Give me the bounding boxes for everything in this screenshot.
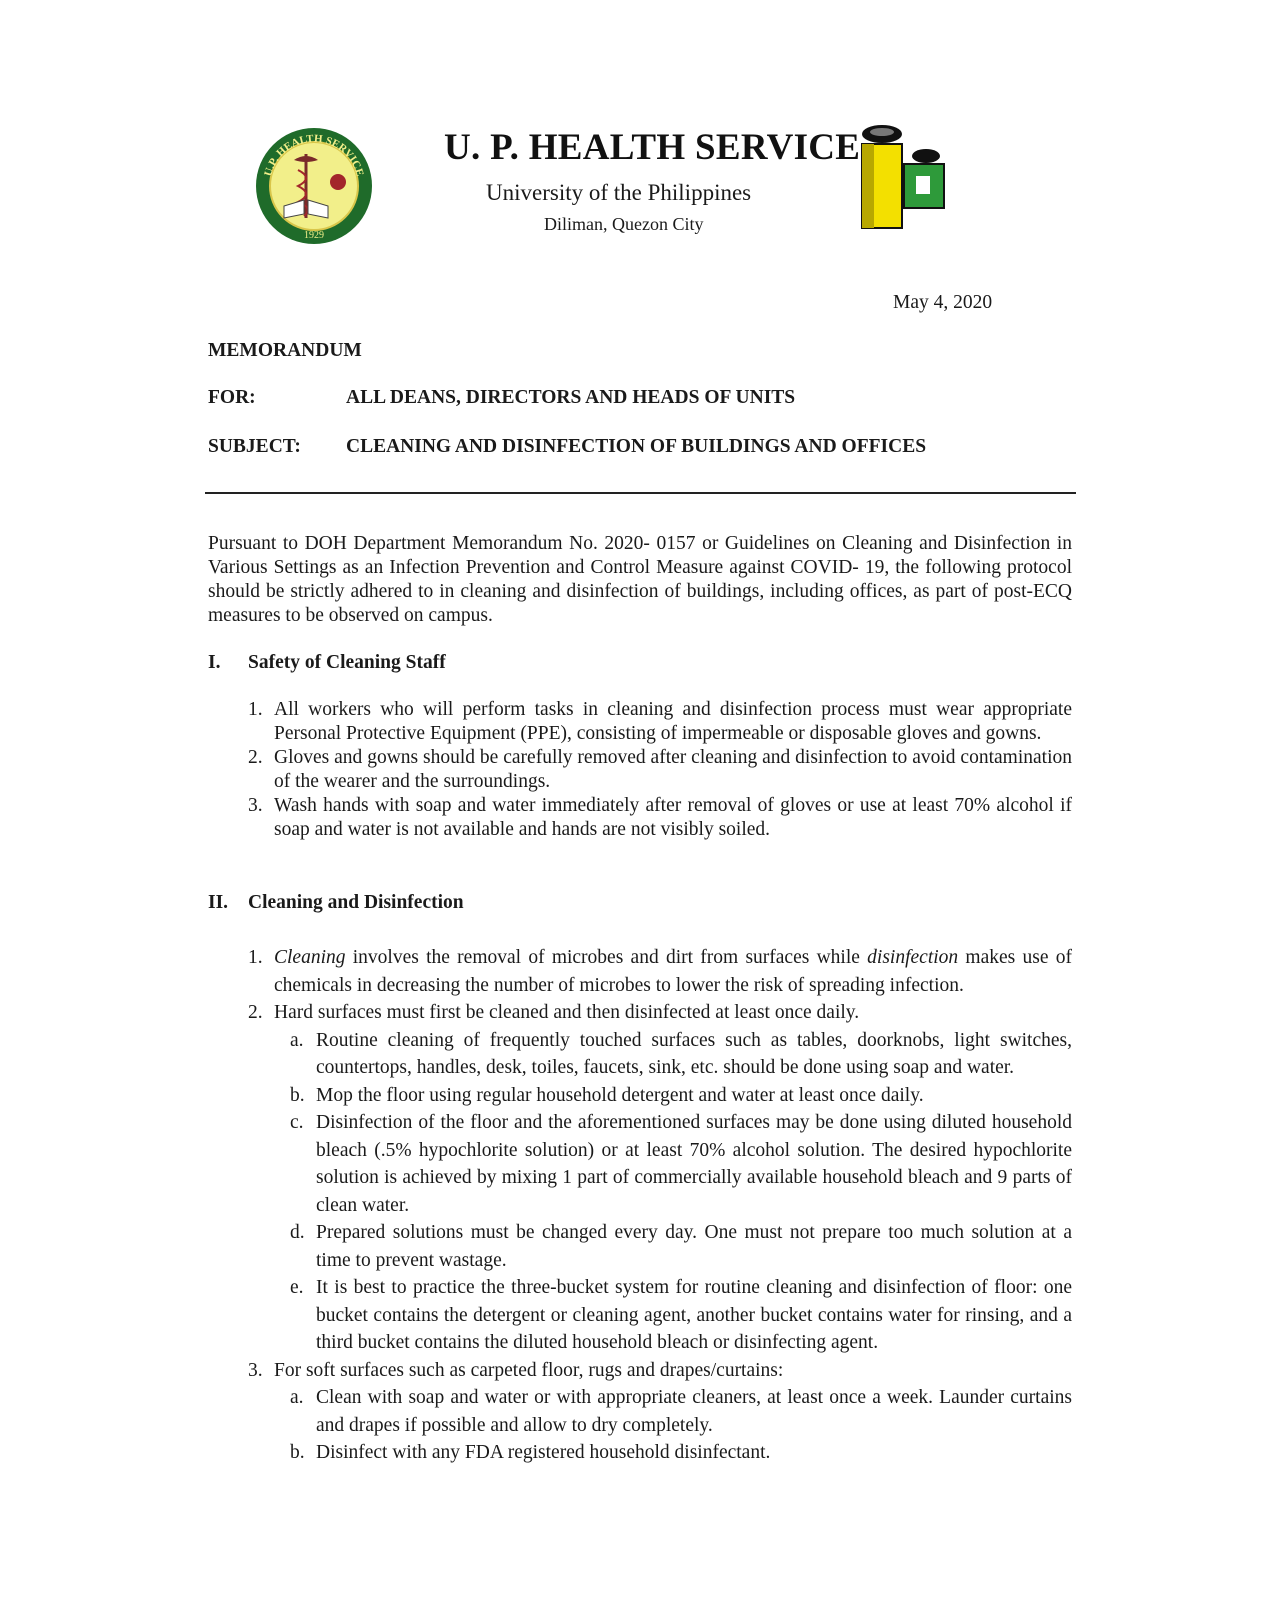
header-divider	[205, 492, 1076, 494]
section-2-list	[248, 944, 1072, 1467]
section-1-list	[248, 698, 1072, 842]
sub-item	[290, 1384, 1072, 1439]
term-disinfection: disinfection	[867, 947, 959, 968]
sub-text: It is best to practice the three-bucket system for routine cleaning and disinfection of floor: one bucket contains the detergent or cleaning agent, another bucket contains water for rinsing, and a third bucket contains the diluted household bleach or disinfecting agent.	[316, 1277, 1072, 1353]
sub-letter: a.	[290, 1029, 304, 1051]
list-item	[248, 746, 1072, 794]
sub-list	[290, 1384, 1072, 1467]
item-number: 2.	[248, 1002, 263, 1023]
memo-date: May 4, 2020	[893, 292, 993, 313]
intro-paragraph: Pursuant to DOH Department Memorandum No. 2020- 0157 or Guidelines on Cleaning and Disinfection in Various Settings as an Infection Prevention and Control Measure against COVID- 19, the following protocol should be strictly adhered to in cleaning and disinfection of buildings, including offices, as part of post-ECQ measures to be observed on campus.	[208, 533, 1072, 626]
svg-text:1929: 1929	[304, 230, 324, 241]
section-1-heading	[208, 652, 446, 674]
item-number: 1.	[248, 699, 263, 720]
sub-list	[290, 1027, 1072, 1357]
sub-text: Disinfect with any FDA registered household disinfectant.	[316, 1442, 771, 1463]
sub-letter: d.	[290, 1222, 305, 1243]
sub-item	[290, 1439, 1072, 1467]
sub-letter: a.	[290, 1387, 304, 1408]
item-text: Wash hands with soap and water immediately after removal of gloves or use at least 70% alcohol if soap and water is not available and hands are not visibly soiled.	[274, 795, 1072, 840]
item-number: 3.	[248, 795, 263, 816]
item-text: makes use of chemicals in decreasing the number of microbes to lower the risk of spreading infection.	[274, 947, 1072, 996]
section-2-title: Cleaning and Disinfection	[248, 892, 464, 913]
sub-letter: e.	[290, 1277, 304, 1298]
section-1-title: Safety of Cleaning Staff	[248, 652, 446, 673]
memo-for-line	[208, 387, 795, 409]
sub-item	[290, 1027, 1072, 1082]
sub-text: Mop the floor using regular household detergent and water at least once daily.	[316, 1084, 924, 1106]
list-item	[248, 999, 1072, 1357]
item-text: Gloves and gowns should be carefully removed after cleaning and disinfection to avoid contamination of the wearer and the surroundings.	[274, 747, 1072, 792]
section-2-number: II.	[208, 892, 229, 913]
svg-text:U.P. HEALTH SERVICE: U.P. HEALTH SERVICE	[262, 132, 366, 178]
university-name: University of the Philippines	[486, 180, 752, 205]
sub-text: Routine cleaning of frequently touched surfaces such as tables, doorknobs, light switches, countertops, handles, desk, toiles, faucets, sink, etc. should be done using soap and water.	[316, 1029, 1072, 1078]
subject-value: CLEANING AND DISINFECTION OF BUILDINGS AND OFFICES	[346, 436, 927, 457]
sub-text: Clean with soap and water or with appropriate cleaners, at least once a week. Launder curtains and drapes if possible and allow to dry completely.	[316, 1387, 1072, 1436]
item-text: For soft surfaces such as carpeted floor, rugs and drapes/curtains:	[274, 1359, 784, 1381]
campus-location: Diliman, Quezon City	[544, 214, 704, 234]
sub-item	[290, 1274, 1072, 1357]
term-cleaning: Cleaning	[274, 947, 346, 968]
partner-logo	[856, 124, 952, 236]
sub-item	[290, 1219, 1072, 1274]
section-1-number: I.	[208, 652, 221, 673]
sub-letter: b.	[290, 1084, 305, 1106]
memo-type: MEMORANDUM	[208, 340, 362, 361]
item-number: 2.	[248, 747, 263, 768]
list-item	[248, 794, 1072, 842]
memo-subject-line	[208, 436, 926, 458]
sub-letter: c.	[290, 1112, 304, 1133]
list-item	[248, 1357, 1072, 1467]
item-number: 1.	[248, 947, 263, 968]
sub-text: Disinfection of the floor and the aforementioned surfaces may be done using diluted household bleach (.5% hypochlorite solution) or at least 70% alcohol solution. The desired hypochlorite solution is achieved by mixing 1 part of commercially available household bleach and 9 parts of clean water.	[316, 1112, 1072, 1216]
list-item	[248, 944, 1072, 999]
sub-item	[290, 1109, 1072, 1219]
for-value: ALL DEANS, DIRECTORS AND HEADS OF UNITS	[346, 387, 796, 408]
up-health-service-seal	[254, 126, 374, 246]
sub-item	[290, 1082, 1072, 1110]
item-text: All workers who will perform tasks in cleaning and disinfection process must wear appropriate Personal Protective Equipment (PPE), consisting of impermeable or disposable gloves and gowns.	[274, 699, 1072, 744]
subject-label: SUBJECT:	[208, 436, 301, 457]
item-text: Hard surfaces must first be cleaned and then disinfected at least once daily.	[274, 1002, 860, 1023]
item-text: involves the removal of microbes and dirt from surfaces while	[345, 947, 868, 968]
list-item	[248, 698, 1072, 746]
organization-title: U. P. HEALTH SERVICE	[444, 127, 861, 168]
sub-text: Prepared solutions must be changed every day. One must not prepare too much solution at a time to prevent wastage.	[316, 1222, 1072, 1271]
section-2-heading	[208, 892, 464, 914]
item-number: 3.	[248, 1359, 263, 1381]
for-label: FOR:	[208, 387, 256, 408]
sub-letter: b.	[290, 1442, 305, 1463]
